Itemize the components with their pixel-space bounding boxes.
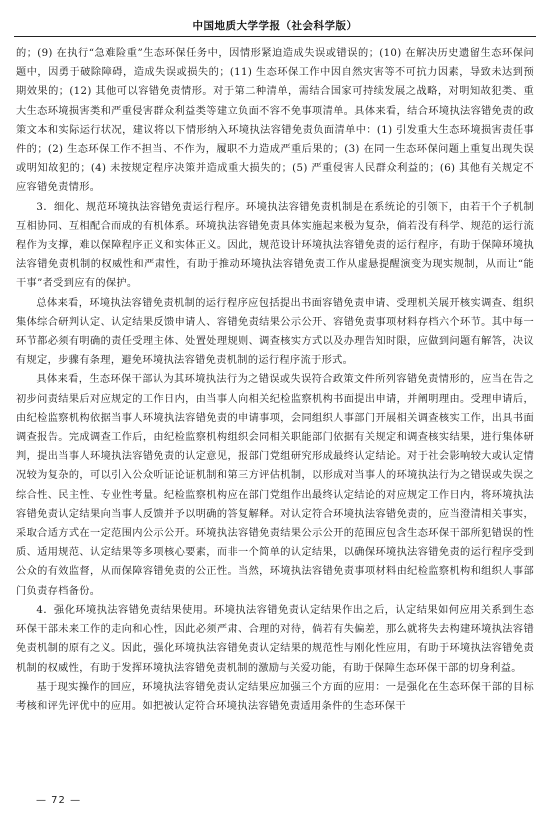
paragraph-section-4: 4．强化环境执法容错免责结果使用。环境执法容错免责认定结果作出之后，认定结果如何应用关系到生态环保干部未来工作的走向和心性，因此必须严肃、合理的对待，倘若有失偏差，那么就将失去构建环境执法容错免责机制的原有之义。因此，强化环境执法容错免责认定结果的规范性与刚化性应用，有助于环境执法容错免责机制的权威性，有助于发挥环境执法容错免责机制的激励与关爱功能，有助于保障生态环保干部的切身利益。 <box>16 604 534 674</box>
paragraph-overview: 总体来看，环境执法容错免责机制的运行程序应包括提出书面容错免责申请、受理机关展开核实调查、组织集体综合研判认定、认定结果反馈申请人、容错免责结果公示公开、容错免责事项材料存档六个环节。其中每一环节都必须有明确的责任受理主体、处置处理规则、调查核实方式以及办理告知时限，应做到问题有解答，决议有规定，步骤有条理，避免环境执法容错免责机制的运行程序流于形式。 <box>16 297 534 367</box>
paragraph-procedure-detail: 具体来看，生态环保干部认为其环境执法行为之错误或失误符合政策文件所列容错免责情形的，应当在告之初步问责结果后对应规定的工作日内，由当事人向相关纪检监察机构书面提出申请，并阐明理由。受理申请后，由纪检监察机构依据当事人环境执法容错免责的申请事项，会同组织人事部门开展相关调查核实工作，出具书面调查报告。完成调查工作后，由纪检监察机构组织会同相关职能部门依据有关规定和调查核实结果，进行集体研判，提出当事人环境执法容错免责的认定意见，报部门党组研究形成最终认定结论。对于社会影响较大或认定情况较为复杂的，可以引入公众听证论证机制和第三方评估机制，以形成对当事人的环境执法行为之错误或失误之综合性、民主性、专业性考量。纪检监察机构应在部门党组作出最终认定结论的对应规定工作日内，将环境执法容错免责认定结果向当事人反馈并予以明确的答复解释。对认定符合环境执法容错免责的，应当澄清相关事实，采取合适方式在一定范围内公示公开。环境执法容错免责结果公示公开的范围应包含生态环保干部所犯错误的性质、适用规范、认定结果等多项核心要素，而非一个简单的认定结果，以确保环境执法容错免责的运行程序受到公众的有效监督，从而保障容错免责的公正性。当然，环境执法容错免责事项材料由纪检监察机构和组织人事部门负责存档备份。 <box>16 374 534 597</box>
article-body <box>16 44 534 716</box>
running-header: 中国地质大学学报（社会科学版） <box>192 20 358 32</box>
paragraph-application: 基于现实操作的回应，环境执法容错免责认定结果应加强三个方面的应用：一是强化在生态环保干部的目标考核和评先评优中的应用。如把被认定符合环境执法容错免责适用条件的生态环保干 <box>16 681 534 712</box>
header-divider <box>14 36 536 37</box>
page-number: — 72 — <box>36 795 82 806</box>
paragraph-section-3: 3．细化、规范环境执法容错免责运行程序。环境执法容错免责机制是在系统论的引领下，由若干个子机制互相协同、互相配合而成的有机体系。环境执法容错免责具体实施起来极为复杂，倘若没有科学、规范的运行流程作为支撑，难以保障程序正义和实体正义。因此，规范设计环境执法容错免责的运行程序，有助于保障环境执法容错免责机制的权威性和严肃性，有助于推动环境执法容错免责工作从虚悬提醒演变为现实规制，从而让“能干事”者受到应有的保护。 <box>16 201 534 290</box>
paragraph-continuation: 的；(9) 在执行“急难险重”生态环保任务中，因情形紧迫造成失误或错误的；(10) 在解决历史遗留生态环保问题中，因勇于破除障碍，造成失误或损失的；(11) 生态环保工作中因自然灾害等不可抗力因素，导致未达到预期效果的；(12) 其他可以容错免责情形。对于第二种清单，需结合国家可持续发展之战略，对明知故犯类、重大生态环境损害类和严重侵害群众利益类等建立负面不容不免事项清单。具体来看，结合环境执法容错免责的政策文本和实际运行状况，建议将以下情形纳入环境执法容错免责负面清单中：(1) 引发重大生态环境损害责任事件的；(2) 生态环保工作不担当、不作为，履职不力造成严重后果的；(3) 在同一生态环保问题上重复出现失误或明知故犯的；(4) 未按规定程序决策并造成重大损失的；(5) 严重侵害人民群众利益的；(6) 其他有关规定不应容错免责情形。 <box>16 48 534 194</box>
